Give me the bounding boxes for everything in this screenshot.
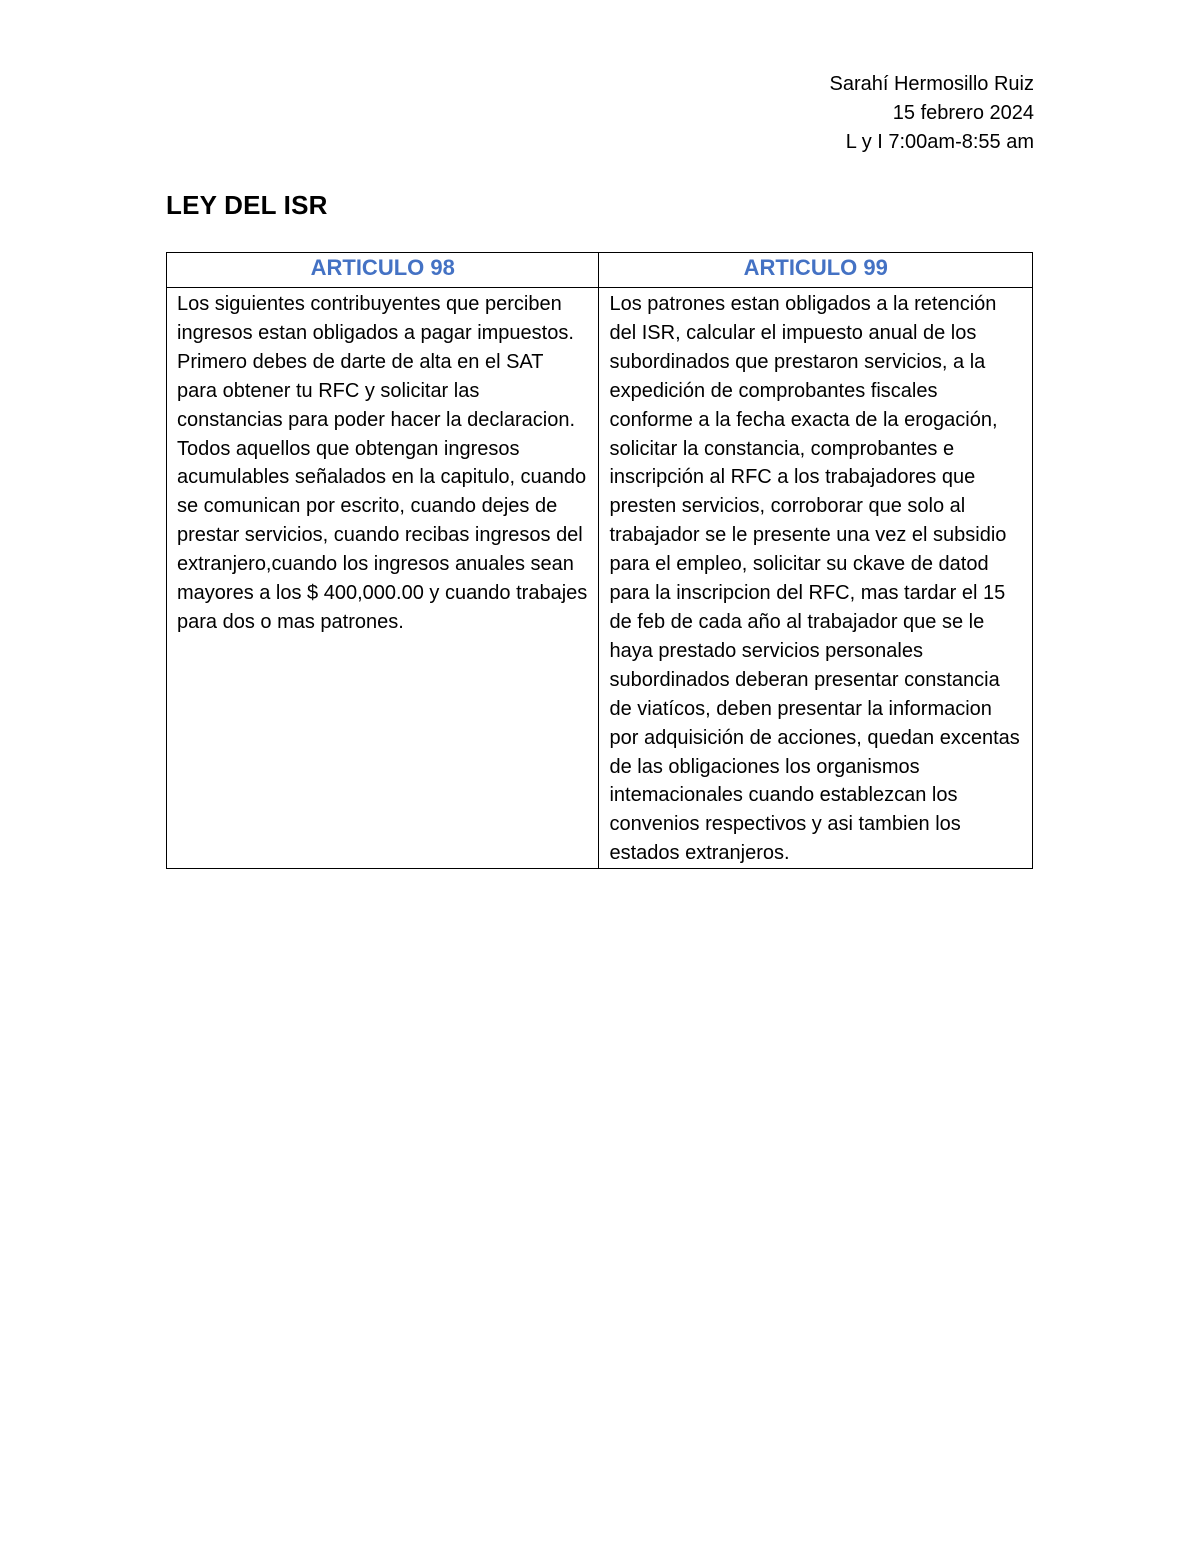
article-99-heading: ARTICULO 99 bbox=[599, 253, 1033, 288]
document-date: 15 febrero 2024 bbox=[892, 102, 1034, 124]
class-schedule: L y I 7:00am-8:55 am bbox=[845, 131, 1034, 153]
author-name: Sarahí Hermosillo Ruiz bbox=[829, 73, 1034, 95]
document-title: LEY DEL ISR bbox=[166, 190, 328, 220]
articles-table bbox=[166, 252, 1033, 869]
document-header bbox=[829, 70, 1034, 157]
article-98-heading: ARTICULO 98 bbox=[167, 253, 599, 288]
article-98-body: Los siguientes contribuyentes que perciben ingresos estan obligados a pagar impuestos. Primero debes de darte de alta en el SAT para obtener tu RFC y solicitar las constancias para poder hacer la declaracion. Todos aquellos que obtengan ingresos acumulables señalados en la capitulo, cuando se comunican por escrito, cuando dejes de prestar servicios, cuando recibas ingresos del extranjero,cuando los ingresos anuales sean mayores a los $ 400,000.00 y cuando trabajes para dos o mas patrones. bbox=[167, 288, 599, 869]
article-99-body: Los patrones estan obligados a la retención del ISR, calcular el impuesto anual de los subordinados que prestaron servicios, a la expedición de comprobantes fiscales conforme a la fecha exacta de la erogación, solicitar la constancia, comprobantes e inscripción al RFC a los trabajadores que presten servicios, corroborar que solo al trabajador se le presente una vez el subsidio para el empleo, solicitar su ckave de datod para la inscripcion del RFC, mas tardar el 15 de feb de cada año al trabajador que se le haya prestado servicios personales subordinados deberan presentar constancia de viatícos, deben presentar la informacion por adquisición de acciones, quedan excentas de las obligaciones los organismos intemacionales cuando establezcan los convenios respectivos y asi tambien los estados extranjeros. bbox=[599, 288, 1033, 869]
table-row bbox=[167, 288, 1033, 869]
table-header-row bbox=[167, 253, 1033, 288]
